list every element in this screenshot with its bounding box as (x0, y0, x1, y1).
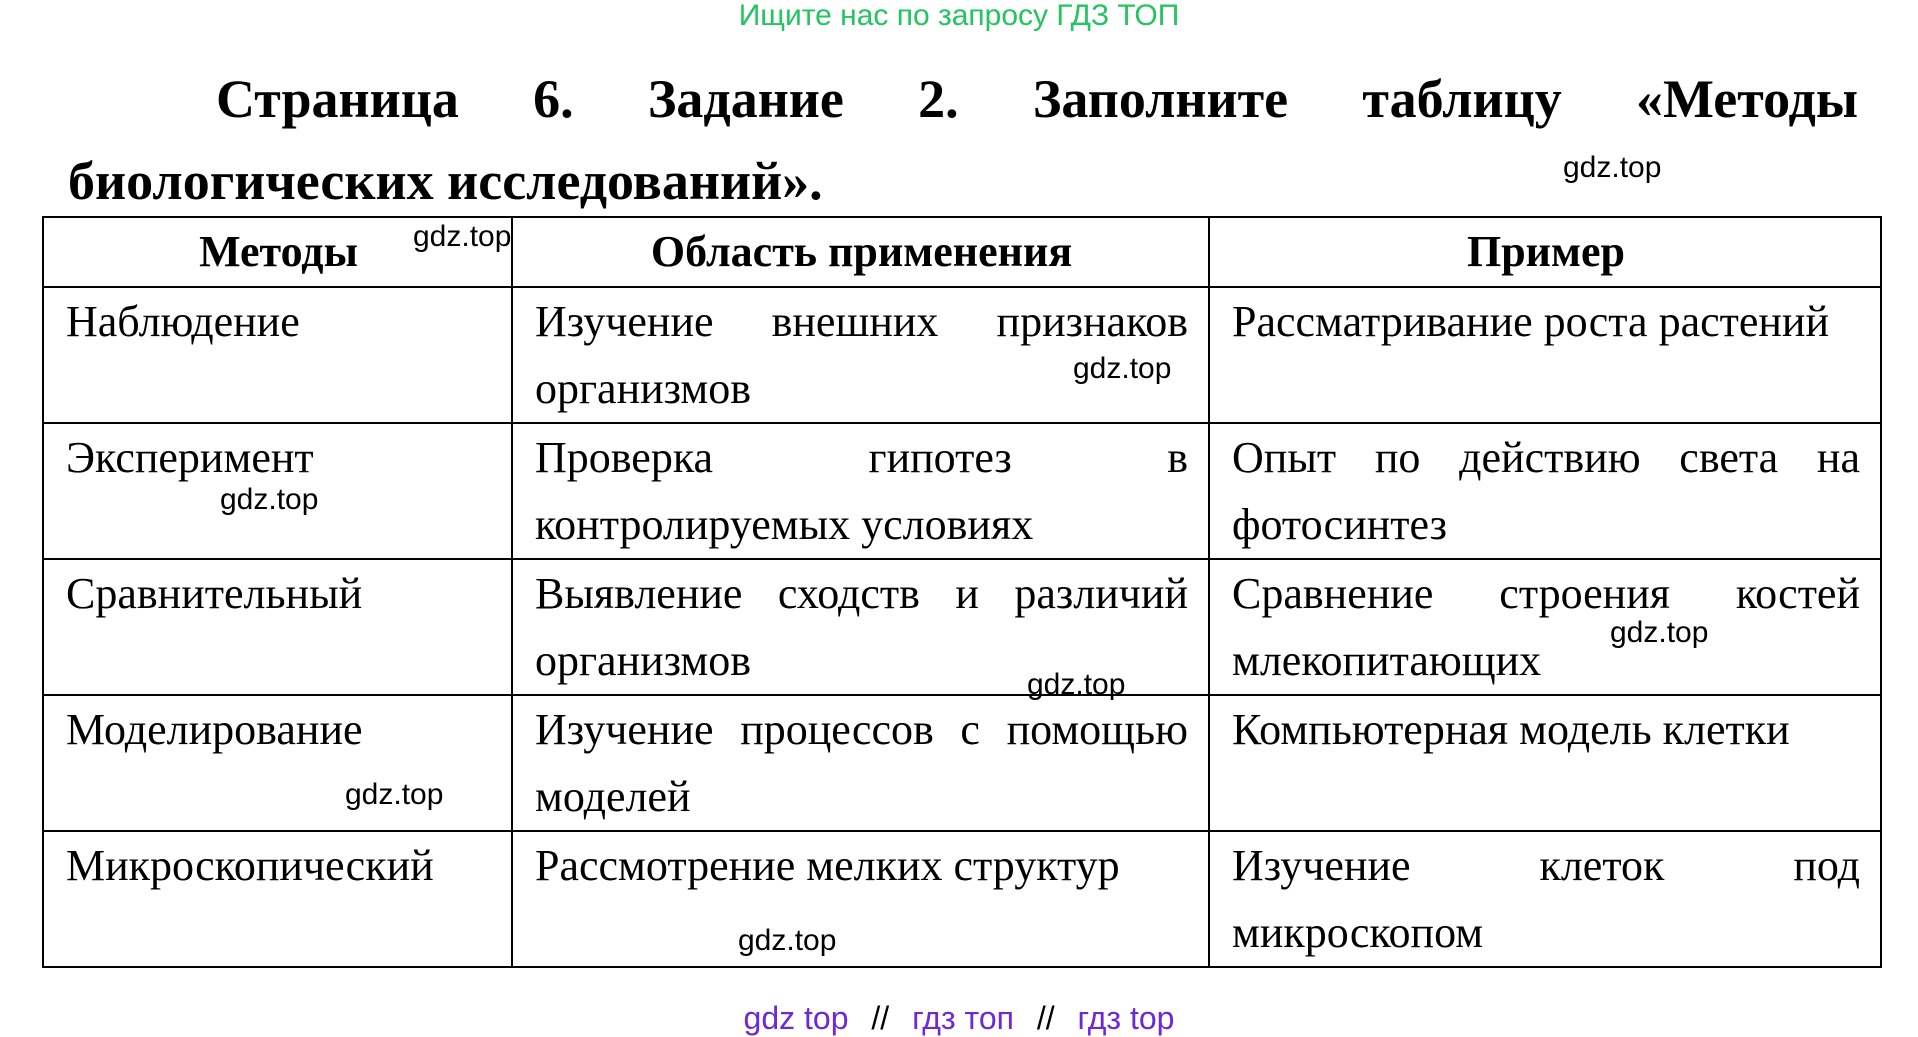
cell-example: Опыт по действию света на фотосинтез (1209, 423, 1881, 559)
table-row (43, 287, 1881, 423)
footer-separator: // (1036, 1000, 1055, 1036)
cell-application: Изучение процессов с помощью моделей (512, 695, 1209, 831)
cell-application: Выявление сходств и различий организмов (512, 559, 1209, 695)
cell-application: Изучение внешних признаков организмов (512, 287, 1209, 423)
table-row (43, 559, 1881, 695)
footer-links (0, 999, 1918, 1037)
cell-method: Эксперимент (43, 423, 512, 559)
cell-application: Рассмотрение мелких структур (512, 831, 1209, 967)
banner-text: Ищите нас по запросу ГДЗ ТОП (738, 0, 1180, 32)
cell-method: Микроскопический (43, 831, 512, 967)
cell-example: Сравнение строения костей млекопитающих (1209, 559, 1881, 695)
cell-application: Проверка гипотез в контролируемых условиях (512, 423, 1209, 559)
task-title: Страница 6. Задание 2. Заполните таблицу «Методы биологических исследований». (68, 69, 1858, 211)
watermark: gdz.top (1610, 616, 1709, 649)
watermark: gdz.top (738, 924, 837, 957)
cell-example: Рассматривание роста растений (1209, 287, 1881, 423)
footer-link-gdz-top[interactable]: gdz top (743, 1000, 849, 1036)
cell-method: Сравнительный (43, 559, 512, 695)
watermark: gdz.top (1073, 352, 1172, 385)
footer-link-gdz-top-ru[interactable]: гдз топ (912, 1000, 1014, 1036)
methods-table (42, 216, 1882, 968)
watermark: gdz.top (220, 483, 319, 516)
watermark: gdz.top (1563, 151, 1662, 184)
footer-separator: // (871, 1000, 890, 1036)
cell-example: Компьютерная модель клетки (1209, 695, 1881, 831)
table-row (43, 423, 1881, 559)
header-methods: Методы (43, 217, 512, 287)
cell-example: Изучение клеток под микроскопом (1209, 831, 1881, 967)
header-application: Область применения (512, 217, 1209, 287)
watermark: gdz.top (413, 220, 512, 253)
watermark: gdz.top (345, 778, 444, 811)
header-example: Пример (1209, 217, 1881, 287)
top-banner (0, 0, 1918, 34)
table-row (43, 831, 1881, 967)
table-header-row (43, 217, 1881, 287)
footer-link-gdz-top-mixed[interactable]: гдз top (1077, 1000, 1175, 1036)
cell-method: Моделирование (43, 695, 512, 831)
watermark: gdz.top (1027, 668, 1126, 701)
cell-method: Наблюдение (43, 287, 512, 423)
table-row (43, 695, 1881, 831)
